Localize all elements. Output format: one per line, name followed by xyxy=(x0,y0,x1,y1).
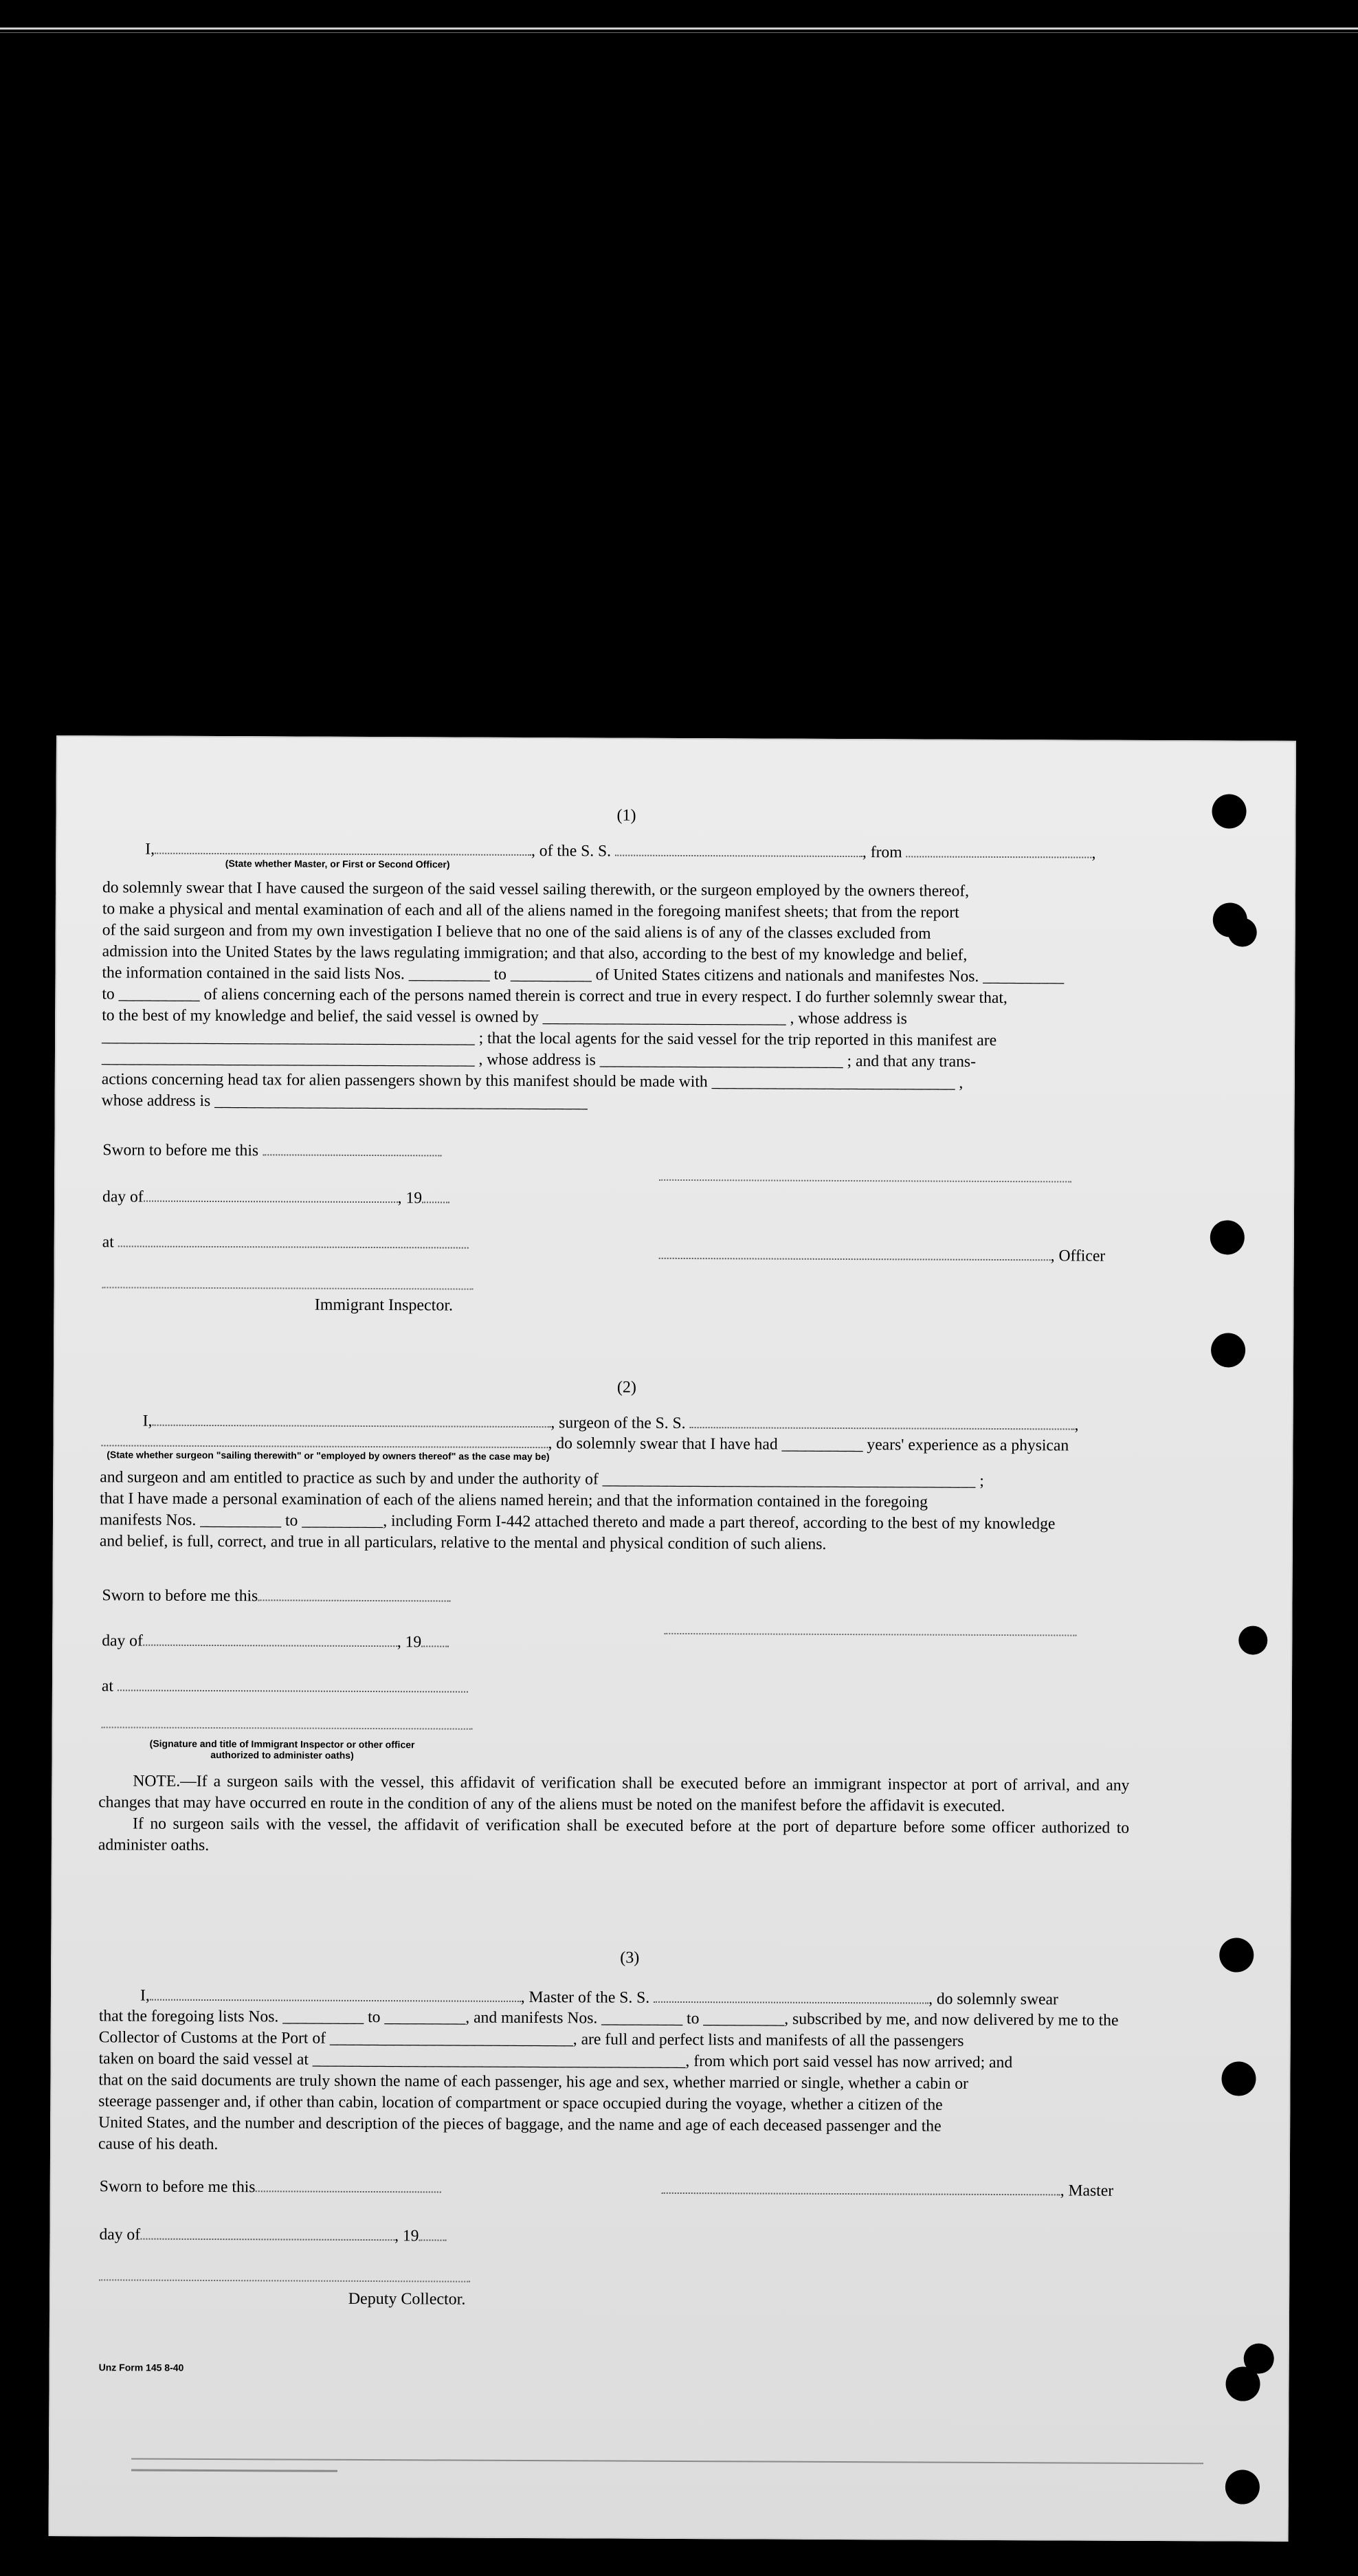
section-2-note xyxy=(98,1770,1130,1861)
body-line: admission into the United States by the laws regulating immigration; and that also, according to the best of my knowledge and belief, xyxy=(102,942,968,964)
inspector-signature-line xyxy=(102,1285,473,1289)
oath-pronoun: I, xyxy=(145,840,155,858)
line-end: , xyxy=(1091,844,1096,863)
body-line: that I have made a personal examination of each of the aliens named herein; and that the information contained in the foregoing xyxy=(100,1489,928,1511)
body-line: of the said surgeon and from my own investigation I believe that no one of the said aliens is of any of the classes excluded from xyxy=(102,921,931,943)
punch-hole xyxy=(1238,1626,1267,1655)
surgeon-label: , surgeon of the S. S. xyxy=(550,1414,686,1433)
film-edge-line xyxy=(0,27,1358,30)
section-2-signature-note: (Signature and title of Immigrant Inspector or other officer authorized to administer oaths) xyxy=(149,1737,415,1761)
body-line: that the foregoing lists Nos. __________ to __________, and manifests Nos. __________ to __________, subscribed by me, and now delivered by me to the xyxy=(98,2007,1119,2030)
line-end: , xyxy=(1074,1416,1079,1434)
section-3-day xyxy=(99,2224,446,2245)
sworn-label: Sworn to before me this xyxy=(102,1586,258,1606)
body-line: United States, and the number and description of the pieces of baggage, and the name and age of each deceased passenger and the xyxy=(98,2113,942,2135)
experience-text: , do solemnly swear that I have had __________ years' experience as a physican xyxy=(548,1434,1069,1455)
note-paragraph-2: If no surgeon sails with the vessel, the affidavit of verification shall be executed before at the port of departure before some officer authorized to administer oaths. xyxy=(98,1814,1130,1854)
deputy-signature-line xyxy=(99,2278,470,2282)
film-edge-line-secondary xyxy=(0,32,1358,33)
day-blank xyxy=(144,1187,398,1203)
officer-signature-blank xyxy=(659,1244,1051,1261)
bottom-edge-mark xyxy=(131,2469,337,2472)
section-3-number: (3) xyxy=(620,1948,640,1967)
vessel-name-blank xyxy=(615,841,862,858)
section-3-body xyxy=(98,2006,1130,2159)
oath-pronoun: I, xyxy=(140,1986,150,2005)
section-1-rank-note: (State whether Master, or First or Second Officer) xyxy=(225,858,450,870)
punch-hole xyxy=(1212,794,1246,828)
day-blank xyxy=(143,1631,397,1647)
place-blank xyxy=(118,1676,468,1692)
year-label: , 19 xyxy=(397,1633,422,1652)
body-line: ______________________________________________ ; that the local agents for the said vessel for the trip reported in this manifest are xyxy=(102,1028,997,1050)
surgeon-status-blank xyxy=(101,1431,548,1448)
section-1-signature-line xyxy=(659,1178,1071,1183)
section-3-master-signature xyxy=(662,2179,1113,2201)
immigrant-inspector-label: Immigrant Inspector. xyxy=(314,1296,454,1315)
section-2-oath-line xyxy=(143,1411,1079,1435)
bottom-edge-mark xyxy=(131,2458,1203,2464)
body-line: taken on board the said vessel at ______________________________________________, from which port said vessel has now arrived; and xyxy=(98,2050,1013,2072)
day-of-label: day of xyxy=(99,2225,141,2244)
body-line: ______________________________________________ , whose address is ______________________________ ; and that any trans- xyxy=(101,1049,977,1071)
section-2-signature-line xyxy=(664,1632,1076,1636)
master-name-blank xyxy=(150,1986,521,2002)
body-line: to the best of my knowledge and belief, the said vessel is owned by ______________________________ , whose address is xyxy=(102,1006,907,1028)
at-label: at xyxy=(101,1677,114,1696)
body-line: to __________ of aliens concerning each of the persons named therein is correct and true in every respect. I do further solemnly swear that, xyxy=(102,985,1008,1008)
body-line: to make a physical and mental examination of each and all of the aliens named in the foregoing manifest sheets; that from the report xyxy=(102,900,959,922)
year-blank xyxy=(421,1632,449,1647)
section-2-at xyxy=(102,1676,468,1697)
day-of-label: day of xyxy=(102,1632,143,1650)
section-1-day xyxy=(102,1186,449,1208)
sworn-date-blank xyxy=(263,1140,441,1156)
year-blank xyxy=(422,1188,449,1203)
punch-hole xyxy=(1210,1220,1245,1254)
body-line: and surgeon and am entitled to practice as such by and under the authority of ______________________________________________ ; xyxy=(100,1468,984,1490)
body-line: cause of his death. xyxy=(98,2135,219,2154)
year-label: , 19 xyxy=(394,2227,419,2245)
section-2-inspector-signature xyxy=(102,1725,473,1729)
vessel-name-blank xyxy=(689,1413,1074,1430)
departure-port-blank xyxy=(906,842,1092,858)
section-2-day xyxy=(102,1630,449,1652)
swear-text: , do solemnly swear xyxy=(928,1990,1058,2009)
from-label: , from xyxy=(862,843,902,862)
deputy-collector-label: Deputy Collector. xyxy=(348,2289,466,2309)
day-blank xyxy=(140,2225,394,2241)
body-line: steerage passenger and, if other than cabin, location of compartment or space occupied during the voyage, whether a citizen of the xyxy=(98,2092,943,2114)
master-label: , Master of the S. S. xyxy=(520,1988,650,2007)
section-3-sworn xyxy=(100,2176,441,2197)
punch-hole xyxy=(1221,2061,1256,2096)
surgeon-name-blank xyxy=(152,1411,550,1428)
body-line: Collector of Customs at the Port of ______________________________, are full and perfect lists and manifests of all the passengers xyxy=(98,2028,964,2050)
body-line: whose address is ______________________________________________ xyxy=(101,1091,588,1112)
form-number: Unz Form 145 8-40 xyxy=(98,2362,184,2373)
sworn-date-blank xyxy=(258,1586,450,1601)
punch-hole xyxy=(1225,2366,1260,2401)
master-signature-label: , Master xyxy=(1060,2181,1114,2200)
punch-hole xyxy=(1211,1333,1245,1367)
section-3-oath-line xyxy=(140,1986,1058,2010)
sworn-label: Sworn to before me this xyxy=(99,2177,256,2197)
section-1-officer xyxy=(659,1244,1106,1266)
year-label: , 19 xyxy=(397,1189,423,1208)
section-2-sworn xyxy=(102,1585,450,1606)
body-line: actions concerning head tax for alien passengers shown by this manifest should be made with ______________________________ , xyxy=(101,1070,964,1092)
note-paragraph-1: NOTE.—If a surgeon sails with the vessel, this affidavit of verification shall be executed before an immigrant inspector at port of arrival, and any changes that may have occurred en route in the condition of any of the aliens must be noted on the manifest before the affidavit is executed. xyxy=(98,1772,1130,1816)
section-1-sworn xyxy=(102,1140,441,1161)
manifest-affidavit-page xyxy=(49,735,1296,2542)
body-line: and belief, is full, correct, and true in all particulars, relative to the mental and physical condition of such aliens. xyxy=(99,1532,827,1553)
vessel-label: , of the S. S. xyxy=(531,842,612,860)
body-line: do solemnly swear that I have caused the surgeon of the said vessel sailing therewith, or the surgeon employed by the owners thereof, xyxy=(102,878,970,900)
punch-hole xyxy=(1225,2469,1260,2504)
at-label: at xyxy=(102,1233,114,1252)
section-2-body xyxy=(100,1467,1131,1557)
punch-hole xyxy=(1228,918,1257,946)
vessel-name-blank xyxy=(654,1988,928,2004)
officer-label: , Officer xyxy=(1050,1247,1106,1265)
section-2-status-note: (State whether surgeon "sailing therewith" or "employed by owners thereof" as the case may be) xyxy=(107,1449,550,1463)
sworn-date-blank xyxy=(255,2177,441,2192)
day-of-label: day of xyxy=(102,1188,144,1206)
oath-pronoun: I, xyxy=(142,1412,153,1430)
year-blank xyxy=(419,2225,446,2241)
punch-hole xyxy=(1219,1937,1254,1972)
section-1-body xyxy=(102,877,1133,1116)
sworn-label: Sworn to before me this xyxy=(102,1141,259,1160)
place-blank xyxy=(118,1232,469,1248)
master-signature-blank xyxy=(662,2179,1060,2196)
section-1-number: (1) xyxy=(616,806,636,825)
section-1-at xyxy=(102,1232,469,1253)
body-line: the information contained in the said lists Nos. __________ to __________ of United States citizens and nationals and manifestes Nos. __________ xyxy=(102,964,1065,986)
body-line: manifests Nos. __________ to __________, including Form I-442 attached thereto and made a part thereof, according to the best of my knowledge xyxy=(99,1511,1056,1533)
body-line: that on the said documents are truly shown the name of each passenger, his age and sex, whether married or single, whether a cabin or xyxy=(98,2071,968,2093)
officer-name-blank xyxy=(155,839,531,856)
section-2-number: (2) xyxy=(616,1378,636,1397)
